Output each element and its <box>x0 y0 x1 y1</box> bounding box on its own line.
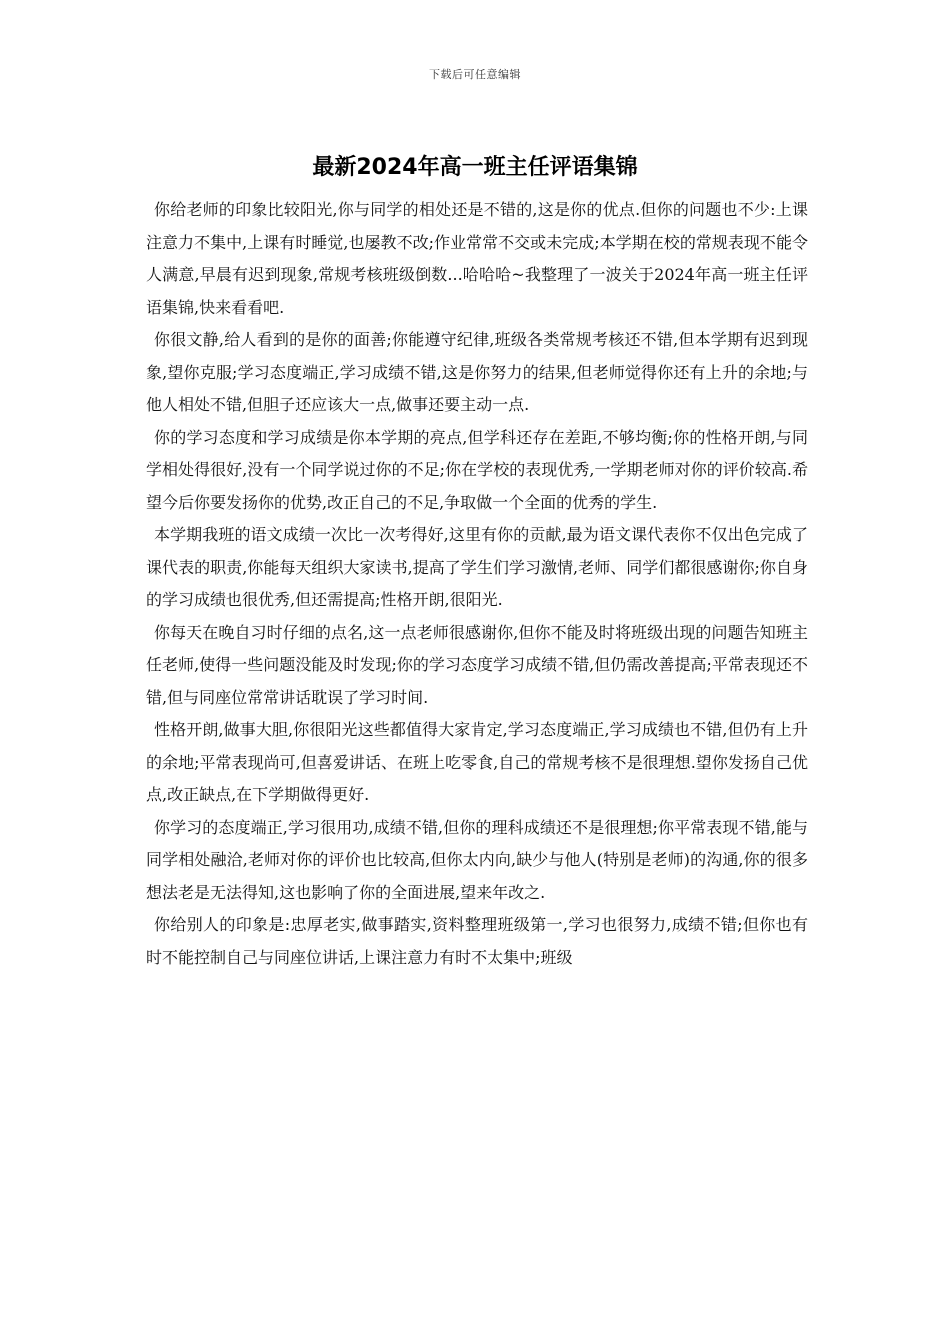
paragraph-5: 你每天在晚自习时仔细的点名,这一点老师很感谢你,但你不能及时将班级出现的问题告知班主任老师,使得一些问题没能及时发现;你的学习态度学习成绩不错,但仍需改善提高;平常表现还不错,但与同座位常常讲话耽误了学习时间. <box>146 622 808 707</box>
paragraph-7: 你学习的态度端正,学习很用功,成绩不错,但你的理科成绩还不是很理想;你平常表现不错,能与同学相处融洽,老师对你的评价也比较高,但你太内向,缺少与他人(特别是老师)的沟通,你的很多想法老是无法得知,这也影响了你的全面进展,望来年改之. <box>146 817 808 902</box>
paragraph-4: 本学期我班的语文成绩一次比一次考得好,这里有你的贡献,最为语文课代表你不仅出色完成了课代表的职责,你能每天组织大家读书,提高了学生们学习激情,老师、同学们都很感谢你;你自身的学习成绩也很优秀,但还需提高;性格开朗,很阳光. <box>146 525 808 609</box>
header-note: 下载后可任意编辑 <box>429 68 521 81</box>
paragraph-8: 你给别人的印象是:忠厚老实,做事踏实,资料整理班级第一,学习也很努力,成绩不错;但你也有时不能控制自己与同座位讲话,上课注意力有时不太集中;班级 <box>146 915 808 967</box>
paragraph-2: 你很文静,给人看到的是你的面善;你能遵守纪律,班级各类常规考核还不错,但本学期有迟到现象,望你克服;学习态度端正,学习成绩不错,这是你努力的结果,但老师觉得你还有上升的余地;与他人相处不错,但胆子还应该大一点,做事还要主动一点. <box>146 330 808 414</box>
document-body <box>146 194 808 974</box>
document-title: 最新2024年高一班主任评语集锦 <box>312 155 638 180</box>
paragraph-6: 性格开朗,做事大胆,你很阳光这些都值得大家肯定,学习态度端正,学习成绩也不错,但仍有上升的余地;平常表现尚可,但喜爱讲话、在班上吃零食,自己的常规考核不是很理想.望你发扬自己优点,改正缺点,在下学期做得更好. <box>146 720 808 804</box>
paragraph-3: 你的学习态度和学习成绩是你本学期的亮点,但学科还存在差距,不够均衡;你的性格开朗,与同学相处得很好,没有一个同学说过你的不足;你在学校的表现优秀,一学期老师对你的评价较高.希望今后你要发扬你的优势,改正自己的不足,争取做一个全面的优秀的学生. <box>146 427 808 512</box>
paragraph-1: 你给老师的印象比较阳光,你与同学的相处还是不错的,这是你的优点.但你的问题也不少:上课注意力不集中,上课有时睡觉,也屡教不改;作业常常不交或未完成;本学期在校的常规表现不能令人满意,早晨有迟到现象,常规考核班级倒数...哈哈哈~我整理了一波关于2024年高一班主任评语集锦,快来看看吧. <box>146 200 808 317</box>
